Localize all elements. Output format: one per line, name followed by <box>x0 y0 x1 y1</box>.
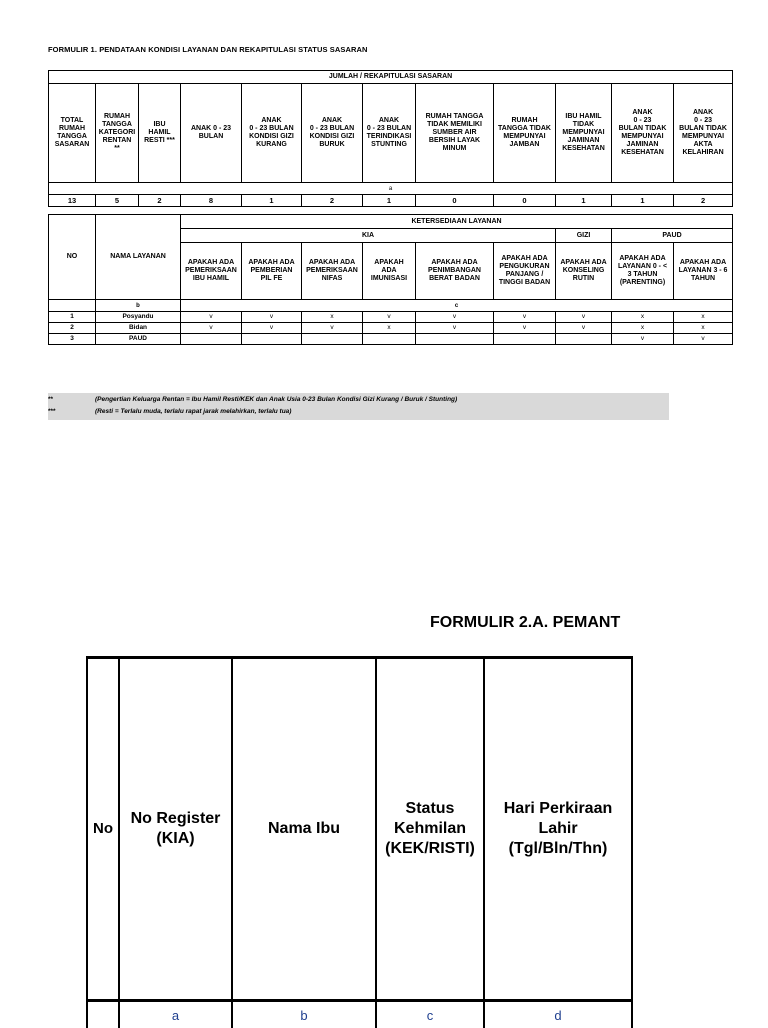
availability-mark: v <box>674 334 733 345</box>
availability-mark <box>556 334 612 345</box>
recap-column-header: RUMAH TANGGA TIDAK MEMPUNYAI JAMBAN <box>494 84 556 183</box>
availability-mark: v <box>494 312 556 323</box>
footnotes <box>48 393 669 420</box>
column-letter: b <box>232 1001 376 1028</box>
marker-empty <box>49 300 96 312</box>
recap-value: 1 <box>363 195 416 207</box>
availability-mark <box>363 334 416 345</box>
group-gizi: GIZI <box>556 229 612 243</box>
service-question-header: APAKAH ADA PEMERIKSAAN NIFAS <box>302 243 363 300</box>
services-table <box>48 214 733 345</box>
service-question-header: APAKAH ADA LAYANAN 0 - < 3 TAHUN (PARENTING) <box>612 243 674 300</box>
availability-mark: v <box>242 323 302 334</box>
availability-mark: x <box>674 312 733 323</box>
availability-mark: x <box>612 312 674 323</box>
recap-column-header: ANAK 0 - 23 BULAN TIDAK MEMPUNYAI JAMINAN KESEHATAN <box>612 84 674 183</box>
service-question-header: APAKAH ADA PENIMBANGAN BERAT BADAN <box>416 243 494 300</box>
note-text: (Resti = Terlalu muda, terlalu rapat jarak melahirkan, terlalu tua) <box>95 408 291 415</box>
recap-column-header: ANAK 0 - 23 BULAN TERINDIKASI STUNTING <box>363 84 416 183</box>
availability-mark <box>242 334 302 345</box>
availability-mark <box>302 334 363 345</box>
availability-mark: v <box>612 334 674 345</box>
recap-column-header: ANAK 0 - 23 BULAN <box>181 84 242 183</box>
mother-name-column-header: Nama Ibu <box>232 658 376 1001</box>
availability-mark: v <box>181 323 242 334</box>
availability-mark: v <box>302 323 363 334</box>
recap-value: 0 <box>494 195 556 207</box>
availability-mark: x <box>612 323 674 334</box>
recap-value: 2 <box>302 195 363 207</box>
recap-column-header: ANAK 0 - 23 BULAN KONDISI GIZI KURANG <box>242 84 302 183</box>
note-marker: ** <box>48 396 95 403</box>
recap-column-header: ANAK 0 - 23 BULAN TIDAK MEMPUNYAI AKTA KELAHIRAN <box>674 84 733 183</box>
form2a-table <box>86 656 633 1028</box>
service-name: Bidan <box>96 323 181 334</box>
recap-value: 1 <box>612 195 674 207</box>
column-letter: c <box>376 1001 484 1028</box>
availability-mark: v <box>556 323 612 334</box>
pregnancy-status-column-header: Status Kehmilan (KEK/RISTI) <box>376 658 484 1001</box>
due-date-column-header: Hari Perkiraan Lahir (Tgl/Bln/Thn) <box>484 658 632 1001</box>
marker-b: b <box>96 300 181 312</box>
service-question-header: APAKAH ADA PEMERIKSAAN IBU HAMIL <box>181 243 242 300</box>
row-number: 3 <box>49 334 96 345</box>
recap-column-header: RUMAH TANGGA KATEGORI RENTAN ** <box>96 84 139 183</box>
row-number: 2 <box>49 323 96 334</box>
recap-value: 8 <box>181 195 242 207</box>
availability-mark: x <box>302 312 363 323</box>
recap-value: 1 <box>556 195 612 207</box>
availability-mark <box>494 334 556 345</box>
service-name-header: NAMA LAYANAN <box>96 215 181 300</box>
no-column-header: No <box>87 658 119 1001</box>
service-question-header: APAKAH ADA IMUNISASI <box>363 243 416 300</box>
table-row <box>49 334 733 345</box>
group-paud: PAUD <box>612 229 733 243</box>
recap-column-header: IBU HAMIL RESTI *** <box>139 84 181 183</box>
recap-table <box>48 70 733 207</box>
recap-value: 1 <box>242 195 302 207</box>
availability-mark: v <box>416 323 494 334</box>
form1-title: FORMULIR 1. PENDATAAN KONDISI LAYANAN DAN REKAPITULASI STATUS SASARAN <box>48 45 368 54</box>
service-question-header: APAKAH ADA PENGUKURAN PANJANG / TINGGI BADAN <box>494 243 556 300</box>
availability-mark: x <box>674 323 733 334</box>
recap-column-header: ANAK 0 - 23 BULAN KONDISI GIZI BURUK <box>302 84 363 183</box>
table-row <box>49 312 733 323</box>
availability-mark <box>181 334 242 345</box>
service-name: PAUD <box>96 334 181 345</box>
table-row <box>49 323 733 334</box>
row-number: 1 <box>49 312 96 323</box>
availability-title: KETERSEDIAAN LAYANAN <box>181 215 733 229</box>
availability-mark: v <box>556 312 612 323</box>
service-question-header: APAKAH ADA KONSELING RUTIN <box>556 243 612 300</box>
availability-mark: v <box>416 312 494 323</box>
recap-column-header: IBU HAMIL TIDAK MEMPUNYAI JAMINAN KESEHATAN <box>556 84 612 183</box>
recap-column-header: RUMAH TANGGA TIDAK MEMILIKI SUMBER AIR BERSIH LAYAK MINUM <box>416 84 494 183</box>
availability-mark: v <box>242 312 302 323</box>
availability-mark: v <box>363 312 416 323</box>
marker-a: a <box>49 183 733 195</box>
recap-value: 5 <box>96 195 139 207</box>
availability-mark <box>416 334 494 345</box>
recap-title: JUMLAH / REKAPITULASI SASARAN <box>49 71 733 84</box>
recap-value: 0 <box>416 195 494 207</box>
recap-value: 2 <box>674 195 733 207</box>
column-letter: d <box>484 1001 632 1028</box>
note-text: (Pengertian Keluarga Rentan = Ibu Hamil Resti/KEK dan Anak Usia 0-23 Bulan Kondisi Gizi Kurang / Buruk / Stunting) <box>95 396 457 403</box>
note-marker: *** <box>48 408 95 415</box>
availability-mark: x <box>363 323 416 334</box>
form2a-title: FORMULIR 2.A. PEMANT <box>430 614 620 632</box>
recap-column-header: TOTAL RUMAH TANGGA SASARAN <box>49 84 96 183</box>
note-row <box>48 405 669 417</box>
group-kia: KIA <box>181 229 556 243</box>
recap-value: 2 <box>139 195 181 207</box>
service-question-header: APAKAH ADA LAYANAN 3 - 6 TAHUN <box>674 243 733 300</box>
availability-mark: v <box>181 312 242 323</box>
service-name: Posyandu <box>96 312 181 323</box>
register-column-header: No Register (KIA) <box>119 658 232 1001</box>
service-question-header: APAKAH ADA PEMBERIAN PIL FE <box>242 243 302 300</box>
marker-c: c <box>181 300 733 312</box>
recap-value: 13 <box>49 195 96 207</box>
column-letter: a <box>119 1001 232 1028</box>
availability-mark: v <box>494 323 556 334</box>
note-row <box>48 393 669 405</box>
no-header: NO <box>49 215 96 300</box>
